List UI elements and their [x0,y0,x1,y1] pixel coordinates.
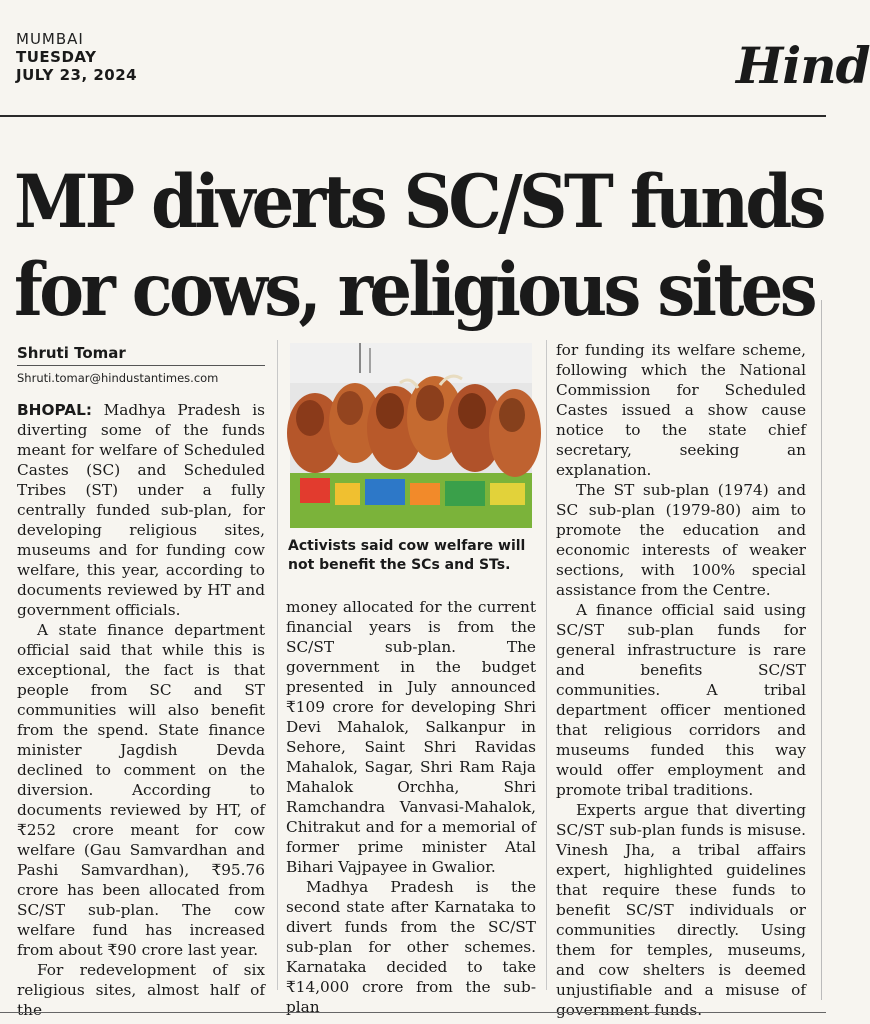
article-paragraph: Experts argue that diverting SC/ST sub-plan funds is misuse. Vinesh Jha, a tribal affairs expert, highlighted guidelines that require these funds to benefit SC/ST individuals or communities directly. Using them for temples, museums, and cow shelters is deemed unjustifiable and a misuse of government funds. [556,801,806,1019]
article-paragraph: A state finance department official said that while this is exceptional, the fact is that people from SC and ST communities will also benefit from the spend. State finance minister Jagdish Devda declined to comment on the diversion. According to documents reviewed by HT, of ₹252 crore meant for cow welfare (Gau Samvardhan and Pashi Samvardhan), ₹95.76 crore has been allocated from SC/ST sub-plan. The cow welfare fund has increased from about ₹90 crore last year. [17,621,265,959]
newspaper-masthead: Hind [736,36,870,95]
article-column-1 [17,400,265,1020]
headline [14,158,823,334]
dateline-date: JULY 23, 2024 [16,66,138,84]
headline-line-1: MP diverts SC/ST funds [14,159,823,245]
article-column-3 [556,340,806,1020]
cows-photo [290,343,532,528]
article-column-2 [286,597,536,1017]
byline-divider [17,365,265,366]
article-paragraph: money allocated for the current financial years is from the SC/ST sub-plan. The government in the budget presented in July announced ₹109 crore for developing Shri Devi Mahalok, Salkanpur in Sehore, Saint Shri Ravidas Mahalok, Sagar, Shri Ram Raja Mahalok Orchha, Shri Ramchandra Vanvasi-Mahalok, Chitrakut and for a memorial of former prime minister Atal Bihari Vajpayee in Gwalior. [286,598,536,876]
article-paragraph [17,400,265,620]
page-edge-divider [821,300,822,1000]
article-paragraph: The ST sub-plan (1974) and SC sub-plan (1979-80) aim to promote the education and economic interests of weaker sections, with 100% special assistance from the Centre. [556,481,806,599]
bottom-divider [0,1012,826,1013]
column-divider [546,340,547,990]
article-paragraph: For redevelopment of six religious sites, almost half of the [17,961,265,1019]
dateline-day: TUESDAY [16,48,97,66]
masthead-divider [0,115,826,117]
article-paragraph: for funding its welfare scheme, following which the National Commission for Scheduled Castes issued a show cause notice to the state chief secretary, seeking an explanation. [556,341,806,479]
cows-photo-illustration [290,343,532,528]
article-lead-text: Madhya Pradesh is diverting some of the funds meant for welfare of Scheduled Castes (SC) and Scheduled Tribes (ST) under a fully centrally funded sub-plan, for developing religious sites, museums and for funding cow welfare, this year, according to documents reviewed by HT and government officials. [17,401,265,619]
photo-caption: Activists said cow welfare will not benefit the SCs and STs. [288,538,526,573]
dateline [16,30,137,84]
article-dateline: BHOPAL: [17,401,92,419]
column-divider [277,340,278,990]
article-paragraph: Madhya Pradesh is the second state after Karnataka to divert funds from the SC/ST sub-plan for other schemes. Karnataka decided to take ₹14,000 crore from the sub-plan [286,878,536,1016]
byline-email: Shruti.tomar@hindustantimes.com [17,371,219,385]
headline-line-2: for cows, religious sites [14,247,814,333]
dateline-city-label: MUMBAI [16,30,84,48]
article-paragraph: A finance official said using SC/ST sub-plan funds for general infrastructure is rare and benefits SC/ST communities. A tribal department officer mentioned that religious corridors and museums funded this way would offer employment and promote tribal traditions. [556,601,806,799]
byline-author: Shruti Tomar [17,344,126,362]
